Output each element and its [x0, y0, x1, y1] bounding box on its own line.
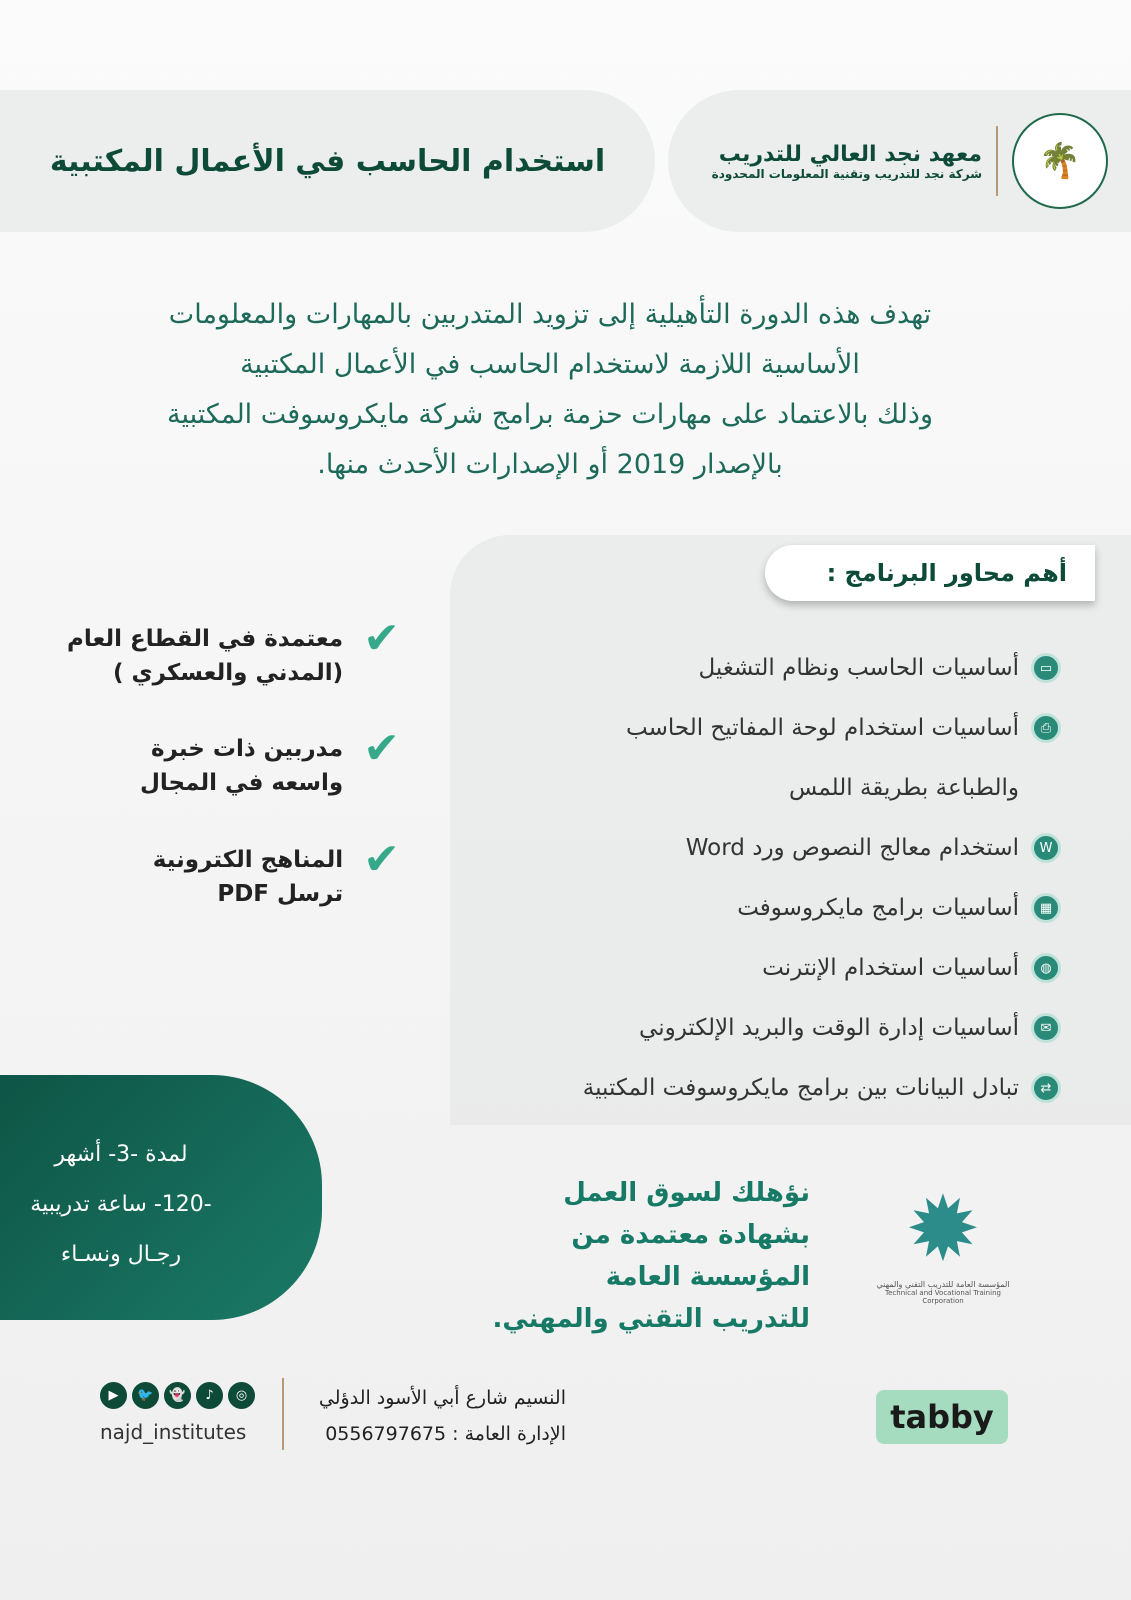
- page-title: استخدام الحاسب في الأعمال المكتبية: [49, 143, 606, 179]
- social-icons: [100, 1382, 255, 1409]
- printer-icon: ⎙: [1031, 713, 1061, 743]
- youtube-icon[interactable]: ▶: [100, 1382, 127, 1409]
- org-name: معهد نجد العالي للتدريب: [718, 141, 982, 167]
- globe-icon: ◍: [1031, 953, 1061, 983]
- title-banner: [0, 90, 655, 232]
- tvtc-logo: [868, 1177, 1018, 1305]
- twitter-icon[interactable]: 🐦: [132, 1382, 159, 1409]
- social-handle: najd_institutes: [100, 1420, 247, 1444]
- item-label: أساسيات الحاسب ونظام التشغيل: [698, 655, 1019, 681]
- feature-line: معتمدة في القطاع العام: [67, 626, 344, 652]
- feature-item: [30, 723, 400, 800]
- course-details-box: [0, 1075, 322, 1320]
- list-item: [461, 638, 1061, 698]
- snapchat-icon[interactable]: 👻: [164, 1382, 191, 1409]
- tagline-line: للتدريب التقني والمهني.: [492, 1304, 810, 1334]
- item-label: أساسيات برامج مايكروسوفت: [737, 895, 1019, 921]
- audience: رجـال ونسـاء: [60, 1242, 182, 1267]
- tagline: [480, 1172, 810, 1340]
- feature-line: (المدني والعسكري ): [112, 660, 344, 686]
- list-item: [461, 758, 1061, 818]
- feature-line: المناهج الكترونية: [152, 847, 344, 873]
- item-label: أساسيات إدارة الوقت والبريد الإلكتروني: [639, 1015, 1019, 1041]
- tagline-line: نؤهلك لسوق العمل: [563, 1178, 810, 1208]
- word-icon: W: [1031, 833, 1061, 863]
- instagram-icon[interactable]: ◎: [228, 1382, 255, 1409]
- list-item: [461, 698, 1061, 758]
- checkmark-icon: ✔: [363, 834, 400, 885]
- intro-line: وذلك بالاعتماد على مهارات حزمة برامج شركة مايكروسوفت المكتبية: [167, 399, 933, 430]
- tvtc-star-icon: ✹: [905, 1177, 981, 1282]
- tvtc-name-ar: المؤسسة العامة للتدريب التقني والمهني: [876, 1280, 1010, 1289]
- tagline-line: بشهادة معتمدة من المؤسسة العامة: [571, 1220, 810, 1292]
- tabby-logo: tabby: [876, 1390, 1008, 1444]
- address: النسيم شارع أبي الأسود الدؤلي: [318, 1387, 566, 1409]
- hours: -120- ساعة تدريبية: [30, 1192, 212, 1217]
- divider: [996, 126, 998, 196]
- duration: لمدة -3- أشهر: [54, 1142, 188, 1167]
- phone: الإدارة العامة : 0556797675: [325, 1423, 566, 1445]
- item-label: استخدام معالج النصوص ورد Word: [685, 835, 1019, 861]
- mail-icon: ✉: [1031, 1013, 1061, 1043]
- list-item: [461, 938, 1061, 998]
- apps-icon: ▦: [1031, 893, 1061, 923]
- exchange-icon: ⇄: [1031, 1073, 1061, 1103]
- list-item: [461, 1058, 1061, 1118]
- intro-line: بالإصدار 2019 أو الإصدارات الأحدث منها.: [317, 449, 783, 480]
- feature-item: [30, 834, 400, 911]
- intro-line: تهدف هذه الدورة التأهيلية إلى تزويد المتدربين بالمهارات والمعلومات: [168, 299, 932, 330]
- institute-seal-logo: 🌴: [1012, 113, 1108, 209]
- computer-icon: ▭: [1031, 653, 1061, 683]
- feature-line: مدربين ذات خبرة: [150, 736, 344, 762]
- list-item: [461, 998, 1061, 1058]
- item-label: تبادل البيانات بين برامج مايكروسوفت المكتبية: [582, 1075, 1019, 1101]
- feature-line: ترسل PDF: [217, 881, 344, 907]
- checkmark-icon: ✔: [363, 723, 400, 774]
- intro-line: الأساسية اللازمة لاستخدام الحاسب في الأعمال المكتبية: [240, 349, 860, 380]
- footer-divider: [282, 1378, 284, 1450]
- checkmark-icon: ✔: [363, 613, 400, 664]
- contact-info: [300, 1380, 566, 1452]
- feature-line: واسعه في المجال: [139, 770, 344, 796]
- list-item: [461, 878, 1061, 938]
- feature-item: [30, 613, 400, 690]
- intro-paragraph: [60, 290, 1040, 490]
- program-axes-heading: أهم محاور البرنامج :: [765, 545, 1095, 601]
- item-label: أساسيات استخدام الإنترنت: [762, 955, 1019, 981]
- tvtc-name-en: Technical and Vocational Training Corporation: [885, 1289, 1001, 1305]
- tiktok-icon[interactable]: ♪: [196, 1382, 223, 1409]
- list-item: [461, 818, 1061, 878]
- program-axes-list: [461, 638, 1061, 1118]
- item-label: والطباعة بطريقة اللمس: [789, 775, 1019, 801]
- org-company: شركة نجد للتدريب وتقنية المعلومات المحدودة: [711, 166, 982, 181]
- org-banner: [668, 90, 1131, 232]
- item-label: أساسيات استخدام لوحة المفاتيح الحاسب: [625, 715, 1019, 741]
